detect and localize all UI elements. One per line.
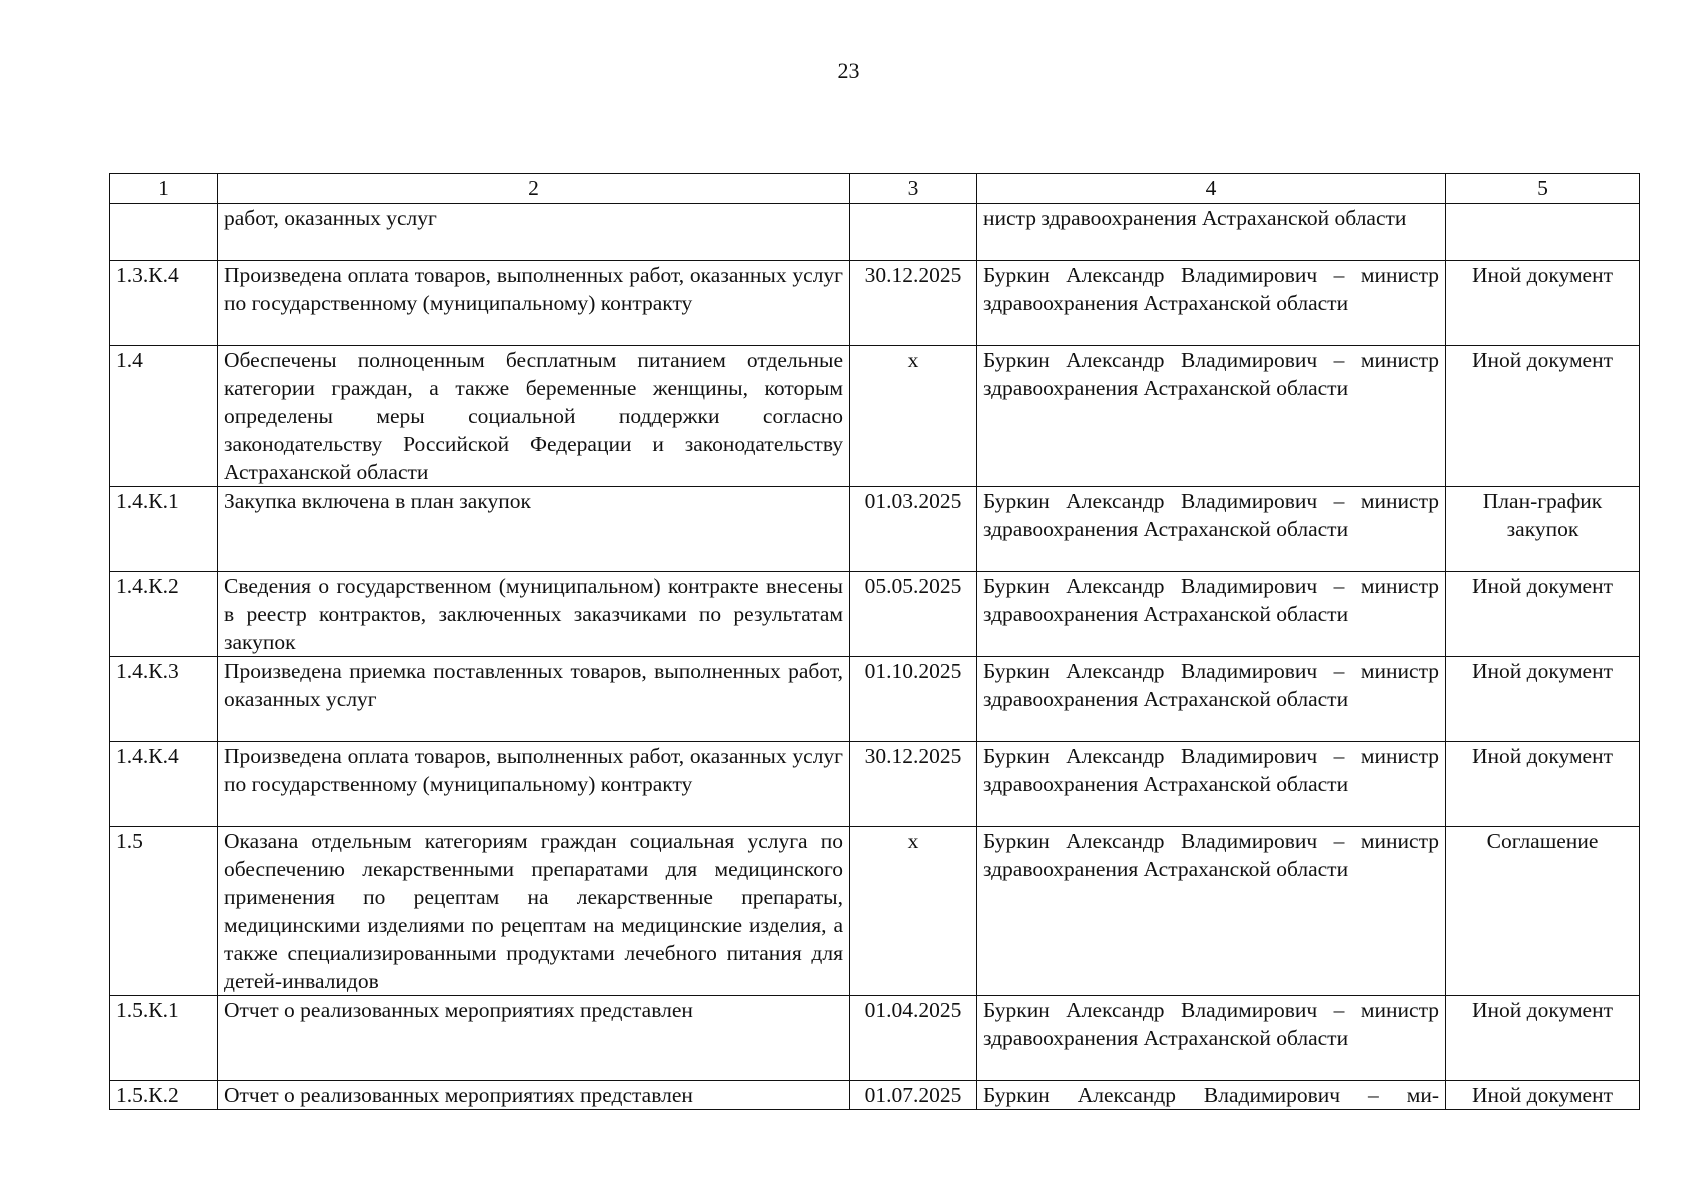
row-description: Сведения о государственном (муниципальном) контракте внесены в реестр контрактов, заключенных заказчиками по результатам закупок [218, 572, 850, 657]
row-responsible: Буркин Александр Владимирович – ми- [977, 1081, 1446, 1110]
row-document: Иной документ [1446, 996, 1640, 1081]
row-document [1446, 204, 1640, 261]
row-date: х [850, 827, 977, 996]
row-description: Произведена оплата товаров, выполненных работ, оказанных услуг по государственному (муниципальному) контракту [218, 742, 850, 827]
row-code: 1.5.К.2 [110, 1081, 218, 1110]
row-date: 01.07.2025 [850, 1081, 977, 1110]
column-header-5: 5 [1446, 174, 1640, 204]
row-responsible: Буркин Александр Владимирович – министр здравоохранения Астраханской области [977, 572, 1446, 657]
row-document: План-график закупок [1446, 487, 1640, 572]
row-responsible: Буркин Александр Владимирович – министр здравоохранения Астраханской области [977, 487, 1446, 572]
row-code [110, 204, 218, 261]
row-description: Отчет о реализованных мероприятиях представлен [218, 1081, 850, 1110]
row-description: Произведена оплата товаров, выполненных работ, оказанных услуг по государственному (муниципальному) контракту [218, 261, 850, 346]
table-row [110, 1081, 1640, 1110]
column-header-4: 4 [977, 174, 1446, 204]
row-code: 1.5.К.1 [110, 996, 218, 1081]
row-responsible: Буркин Александр Владимирович – министр здравоохранения Астраханской области [977, 742, 1446, 827]
row-date [850, 204, 977, 261]
row-code: 1.5 [110, 827, 218, 996]
document-table [109, 173, 1640, 1110]
table-row [110, 657, 1640, 742]
row-responsible: Буркин Александр Владимирович – министр здравоохранения Астраханской области [977, 261, 1446, 346]
row-document: Иной документ [1446, 1081, 1640, 1110]
row-code: 1.3.К.4 [110, 261, 218, 346]
row-code: 1.4.К.4 [110, 742, 218, 827]
row-date: 30.12.2025 [850, 742, 977, 827]
row-document: Иной документ [1446, 657, 1640, 742]
row-responsible: Буркин Александр Владимирович – министр здравоохранения Астраханской области [977, 346, 1446, 487]
header-row [110, 174, 1640, 204]
row-date: 30.12.2025 [850, 261, 977, 346]
row-document: Соглашение [1446, 827, 1640, 996]
page-number: 23 [837, 58, 860, 83]
row-responsible: Буркин Александр Владимирович – министр здравоохранения Астраханской области [977, 996, 1446, 1081]
row-document: Иной документ [1446, 261, 1640, 346]
table-row [110, 742, 1640, 827]
table-body [110, 204, 1640, 1110]
row-date: х [850, 346, 977, 487]
table-row [110, 204, 1640, 261]
row-responsible: Буркин Александр Владимирович – министр здравоохранения Астраханской области [977, 657, 1446, 742]
column-header-3: 3 [850, 174, 977, 204]
row-description: работ, оказанных услуг [218, 204, 850, 261]
row-responsible: нистр здравоохранения Астраханской области [977, 204, 1446, 261]
column-header-1: 1 [110, 174, 218, 204]
row-date: 05.05.2025 [850, 572, 977, 657]
row-document: Иной документ [1446, 742, 1640, 827]
table-row [110, 996, 1640, 1081]
row-description: Оказана отдельным категориям граждан социальная услуга по обеспечению лекарственными препаратами для медицинского применения по рецептам на лекарственные препараты, медицинскими изделиями по рецептам на медицинские изделия, а также специализированными продуктами лечебного питания для детей-инвалидов [218, 827, 850, 996]
row-description: Отчет о реализованных мероприятиях представлен [218, 996, 850, 1081]
table-row [110, 261, 1640, 346]
table-row [110, 572, 1640, 657]
table-row [110, 346, 1640, 487]
row-code: 1.4.К.3 [110, 657, 218, 742]
row-document: Иной документ [1446, 572, 1640, 657]
row-date: 01.10.2025 [850, 657, 977, 742]
row-code: 1.4.К.1 [110, 487, 218, 572]
row-code: 1.4.К.2 [110, 572, 218, 657]
column-header-2: 2 [218, 174, 850, 204]
row-description: Произведена приемка поставленных товаров, выполненных работ, оказанных услуг [218, 657, 850, 742]
table-row [110, 487, 1640, 572]
row-code: 1.4 [110, 346, 218, 487]
row-date: 01.03.2025 [850, 487, 977, 572]
row-description: Обеспечены полноценным бесплатным питанием отдельные категории граждан, а также беременные женщины, которым определены меры социальной поддержки согласно законодательству Российской Федерации и законодательству Астраханской области [218, 346, 850, 487]
row-responsible: Буркин Александр Владимирович – министр здравоохранения Астраханской области [977, 827, 1446, 996]
row-date: 01.04.2025 [850, 996, 977, 1081]
row-description: Закупка включена в план закупок [218, 487, 850, 572]
table-row [110, 827, 1640, 996]
row-document: Иной документ [1446, 346, 1640, 487]
table-header [110, 174, 1640, 204]
